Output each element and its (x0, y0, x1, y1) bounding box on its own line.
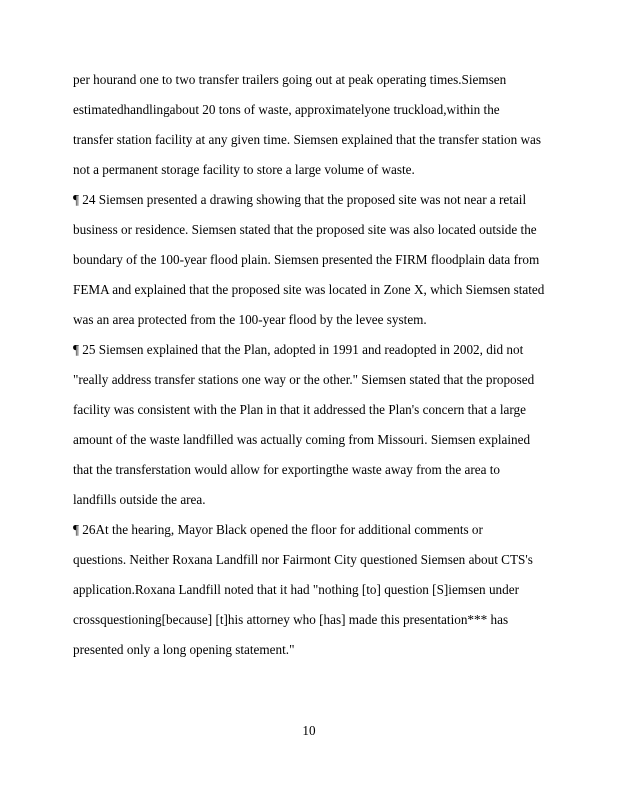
text-line-7: boundary of the 100-year flood plain. Siemsen presented the FIRM floodplain data from (73, 252, 540, 267)
text-line-11: "really address transfer stations one way or the other." Siemsen stated that the proposed (73, 372, 535, 387)
text-line-15: landfills outside the area. (73, 492, 206, 507)
text-line-9: was an area protected from the 100-year flood by the levee system. (73, 312, 427, 327)
text-line-20: presented only a long opening statement." (73, 642, 295, 657)
text-line-19: crossquestioning[because] [t]his attorney who [has] made this presentation*** has (73, 612, 509, 627)
text-line-14: that the transferstation would allow for exportingthe waste away from the area to (73, 462, 500, 477)
text-line-16: ¶ 26At the hearing, Mayor Black opened the floor for additional comments or (73, 522, 483, 537)
text-line-3: transfer station facility at any given time. Siemsen explained that the transfer station was (73, 132, 542, 147)
text-line-8: FEMA and explained that the proposed site was located in Zone X, which Siemsen stated (73, 282, 545, 297)
text-line-18: application.Roxana Landfill noted that it had "nothing [to] question [S]iemsen under (73, 582, 519, 597)
text-line-13: amount of the waste landfilled was actually coming from Missouri. Siemsen explained (73, 432, 531, 447)
text-line-2: estimatedhandlingabout 20 tons of waste, approximatelyone truckload,within the (73, 102, 500, 117)
text-line-5: ¶ 24 Siemsen presented a drawing showing that the proposed site was not near a retail (73, 192, 527, 207)
text-line-1: per hourand one to two transfer trailers going out at peak operating times.Siemsen (73, 72, 507, 87)
text-line-12: facility was consistent with the Plan in that it addressed the Plan's concern that a large (73, 402, 526, 417)
text-line-10: ¶ 25 Siemsen explained that the Plan, adopted in 1991 and readopted in 2002, did not (73, 342, 524, 357)
text-line-6: business or residence. Siemsen stated that the proposed site was also located outside the (73, 222, 537, 237)
text-line-17: questions. Neither Roxana Landfill nor Fairmont City questioned Siemsen about CTS's (73, 552, 533, 567)
page-number: 10 (302, 723, 316, 738)
text-line-4: not a permanent storage facility to store a large volume of waste. (73, 162, 415, 177)
